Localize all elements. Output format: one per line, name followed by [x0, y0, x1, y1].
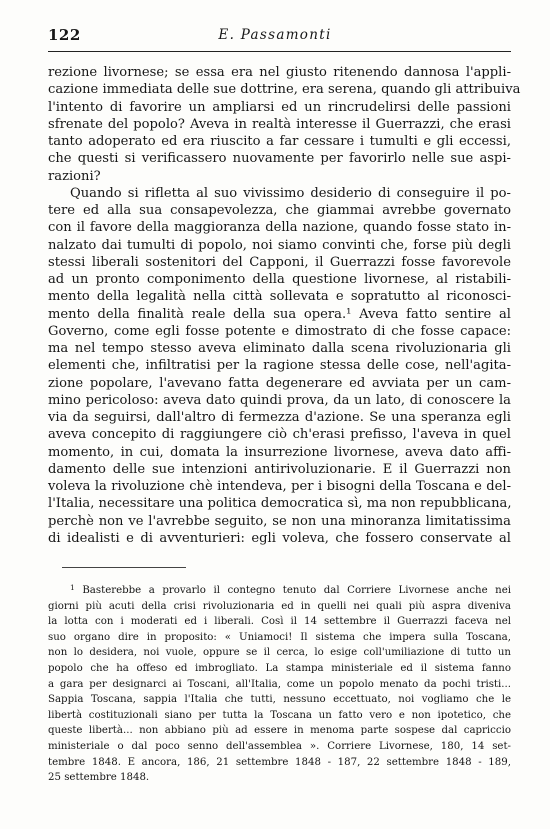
- body-line: razioni?: [48, 168, 101, 184]
- footnote-line: a gara per designarci ai Toscani, all'Italia, come un popolo menato da pochi tristi...: [48, 678, 511, 690]
- header-rule: [48, 51, 511, 52]
- footnote-marker: 1: [70, 583, 75, 592]
- body-line: perchè non ve l'avrebbe seguito, se non una minoranza limitatissima: [48, 513, 511, 529]
- body-line: via da seguirsi, dall'altro di fermezza d'azione. Se una speranza egli: [48, 410, 511, 425]
- footnote-line: tembre 1848. E ancora, 186, 21 settembre 1848 - 187, 22 settembre 1848 - 189,: [48, 756, 511, 768]
- body-line: zione popolare, l'avevano fatta degenerare ed avviata per un cam-: [48, 375, 511, 391]
- body-line: stessi liberali sostenitori del Capponi, il Guerrazzi fosse favorevole: [48, 254, 511, 270]
- body-line: con il favore della maggioranza della nazione, quando fosse stato in-: [48, 220, 511, 236]
- body-text: [48, 64, 521, 547]
- body-line: Governo, come egli fosse potente e dimostrato di che fosse capace:: [48, 323, 511, 339]
- body-line: ma nel tempo stesso aveva eliminato dalla scena rivoluzionaria gli: [48, 341, 511, 356]
- body-line: rezione livornese; se essa era nel giusto ritenendo dannosa l'appli-: [48, 65, 511, 80]
- footnote-line: non lo desidera, noi vuole, oppure se il cerca, lo esige coll'umiliazione di tutto un: [48, 647, 511, 659]
- footnote-line: ministeriale o dal poco senno dell'assemblea ». Corriere Livornese, 180, 14 set-: [48, 740, 511, 752]
- footnote-line: la lotta con i moderati ed i liberali. Così il 14 settembre il Guerrazzi faceva nel: [48, 616, 511, 628]
- body-line: nalzato dai tumulti di popolo, noi siamo convinti che, forse più degli: [48, 237, 511, 253]
- footnote-line: libertà costituzionali siano per tutta la Toscana un fatto vero e non ipotetico, che: [48, 709, 511, 721]
- body-line: l'intento di favorire un ampliarsi ed un rincrudelirsi delle passioni: [48, 99, 511, 115]
- body-line: damento delle sue intenzioni antirivoluzionarie. E il Guerrazzi non: [48, 461, 511, 477]
- body-line: sfrenate del popolo? Aveva in realtà interesse il Guerrazzi, che erasi: [48, 116, 511, 132]
- body-line: tanto adoperato ed era riuscito a far cessare i tumulti e gli eccessi,: [48, 134, 511, 149]
- footnote-line: popolo che ha offeso ed imbrogliato. La stampa ministeriale ed il sistema fanno: [48, 662, 511, 674]
- body-line: elementi che, infiltratisi per la ragione stessa delle cose, nell'agita-: [48, 358, 511, 374]
- page-number: 122: [48, 26, 81, 44]
- body-line: mino pericoloso: aveva dato quindi prova, da un lato, di conoscere la: [48, 392, 511, 408]
- body-line: mento della finalità reale della sua opera.¹ Aveva fatto sentire al: [48, 306, 511, 322]
- body-line: di idealisti e di avventurieri: egli voleva, che fossero conservate al: [48, 530, 511, 546]
- running-head: E. Passamonti: [218, 27, 332, 43]
- body-line: Quando si rifletta al suo vivissimo desiderio di conseguire il po-: [70, 185, 511, 201]
- body-line: l'Italia, necessitare una politica democratica sì, ma non repubblicana,: [48, 496, 512, 512]
- footnote-line-text: Basterebbe a provarlo il contegno tenuto dal Corriere Livornese anche nei: [82, 585, 511, 596]
- footnote-line: Sappia Toscana, sappia l'Italia che tutti, nessuno eccettuato, noi vogliamo che le: [48, 694, 511, 706]
- body-line: voleva la rivoluzione chè intendeva, per i bisogni della Toscana e del-: [48, 479, 511, 494]
- body-line: ad un pronto componimento della questione livornese, al ristabili-: [48, 272, 511, 287]
- body-line: cazione immediata delle sue dottrine, era serena, quando gli attribuiva: [48, 82, 521, 98]
- body-line: momento, in cui, domata la insurrezione livornese, aveva dato affi-: [48, 444, 511, 460]
- footnote-rule: [62, 567, 186, 568]
- body-line: tere ed alla sua consapevolezza, che giammai avrebbe governato: [48, 203, 511, 218]
- footnote-line: [48, 580, 511, 599]
- footnote-line: suo organo dire in proposito: « Uniamoci! Il sistema che impera sulla Toscana,: [48, 631, 511, 643]
- body-line: aveva concepito di raggiungere ciò ch'erasi prefisso, l'aveva in quel: [48, 427, 511, 443]
- footnote-line: 25 settembre 1848.: [48, 772, 150, 784]
- body-line: che questi si verificassero nuovamente per favorirlo nelle sue aspi-: [48, 151, 511, 167]
- footnote: [48, 580, 511, 786]
- body-line: mento della legalità nella città sollevata e sopratutto al riconosci-: [48, 289, 511, 305]
- footnote-line: queste libertà... non abbiano più ad essere in menoma parte sospese dal capriccio: [48, 725, 511, 737]
- footnote-line: giorni più acuti della crisi rivoluzionaria ed in quelli nei quali più aspra diveniva: [48, 600, 511, 612]
